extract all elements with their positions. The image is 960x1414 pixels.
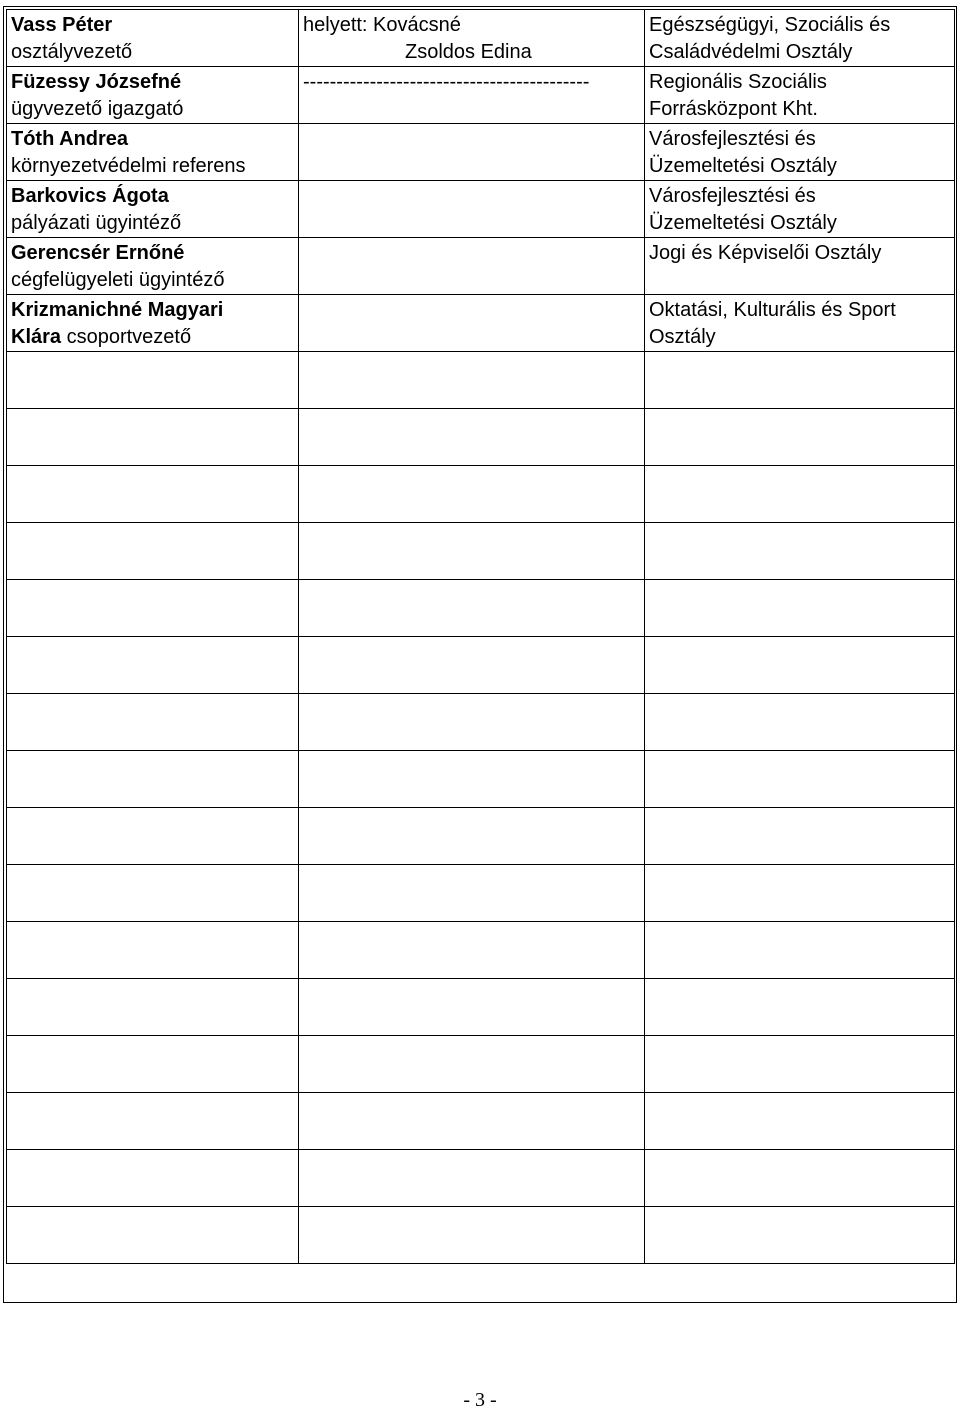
unit-name: Forrásközpont Kht.: [649, 98, 818, 120]
empty-cell: [645, 409, 955, 466]
empty-cell: [299, 1036, 645, 1093]
unit-name: Városfejlesztési és: [649, 128, 816, 150]
person-cell: [7, 181, 299, 238]
empty-cell: [7, 1207, 299, 1264]
unit-name: Osztály: [649, 326, 716, 348]
person-name: Vass Péter: [11, 14, 113, 36]
person-name: Barkovics Ágota: [11, 185, 169, 207]
unit-name: Családvédelmi Osztály: [649, 41, 853, 63]
person-name: Tóth Andrea: [11, 128, 129, 150]
empty-table-row: [7, 466, 955, 523]
empty-cell: [645, 1036, 955, 1093]
substitute-text: Zsoldos Edina: [405, 41, 532, 63]
empty-table-row: [7, 865, 955, 922]
person-cell: [7, 295, 299, 352]
empty-cell: [299, 694, 645, 751]
empty-table-row: [7, 1207, 955, 1264]
empty-cell: [7, 637, 299, 694]
empty-table-row: [7, 979, 955, 1036]
empty-table-row: [7, 751, 955, 808]
substitute-cell: [299, 10, 645, 67]
empty-cell: [7, 865, 299, 922]
person-name: Krizmanichné Magyari: [11, 299, 224, 321]
empty-table-row: [7, 1093, 955, 1150]
person-name: Gerencsér Ernőné: [11, 242, 185, 264]
empty-cell: [299, 1207, 645, 1264]
page-number: - 3 -: [463, 1389, 497, 1411]
empty-cell: [7, 352, 299, 409]
person-title: cégfelügyeleti ügyintéző: [11, 269, 225, 291]
substitute-cell: [299, 124, 645, 181]
unit-name: Oktatási, Kulturális és Sport: [649, 299, 896, 321]
empty-cell: [645, 1093, 955, 1150]
substitute-cell: [299, 295, 645, 352]
empty-table-row: [7, 808, 955, 865]
table-row: [7, 67, 955, 124]
empty-cell: [7, 1093, 299, 1150]
unit-cell: [645, 238, 955, 295]
empty-cell: [299, 865, 645, 922]
unit-cell: [645, 124, 955, 181]
unit-cell: [645, 10, 955, 67]
empty-cell: [299, 580, 645, 637]
empty-cell: [645, 694, 955, 751]
table-row: [7, 124, 955, 181]
person-title: ügyvezető igazgató: [11, 98, 184, 120]
empty-cell: [7, 1150, 299, 1207]
empty-cell: [645, 865, 955, 922]
empty-cell: [7, 466, 299, 523]
unit-name: Városfejlesztési és: [649, 185, 816, 207]
empty-table-row: [7, 523, 955, 580]
empty-cell: [645, 580, 955, 637]
empty-cell: [299, 523, 645, 580]
empty-cell: [7, 1036, 299, 1093]
table-row: [7, 238, 955, 295]
empty-cell: [7, 979, 299, 1036]
empty-cell: [7, 580, 299, 637]
person-cell: [7, 10, 299, 67]
empty-cell: [7, 523, 299, 580]
empty-cell: [299, 808, 645, 865]
substitute-placeholder-dashes: -------------------------------------------: [303, 71, 590, 93]
empty-cell: [645, 523, 955, 580]
unit-cell: [645, 181, 955, 238]
empty-cell: [645, 466, 955, 523]
empty-cell: [299, 979, 645, 1036]
unit-name: Jogi és Képviselői Osztály: [649, 242, 882, 264]
unit-cell: [645, 67, 955, 124]
empty-table-row: [7, 1150, 955, 1207]
unit-name: Egészségügyi, Szociális és: [649, 14, 891, 36]
table-row: [7, 295, 955, 352]
person-title: pályázati ügyintéző: [11, 212, 182, 234]
empty-cell: [7, 409, 299, 466]
empty-cell: [299, 1093, 645, 1150]
empty-table-row: [7, 694, 955, 751]
person-name: Füzessy Józsefné: [11, 71, 182, 93]
person-cell: [7, 67, 299, 124]
unit-name: Regionális Szociális: [649, 71, 827, 93]
empty-table-row: [7, 409, 955, 466]
empty-cell: [7, 922, 299, 979]
empty-cell: [299, 352, 645, 409]
person-cell: [7, 124, 299, 181]
person-title: környezetvédelmi referens: [11, 155, 246, 177]
empty-cell: [645, 751, 955, 808]
substitute-text: helyett: Kovácsné: [303, 14, 461, 36]
empty-cell: [645, 1207, 955, 1264]
person-cell: [7, 238, 299, 295]
substitute-cell: [299, 238, 645, 295]
empty-cell: [299, 409, 645, 466]
empty-cell: [645, 808, 955, 865]
table-row: [7, 181, 955, 238]
empty-cell: [645, 922, 955, 979]
empty-table-row: [7, 580, 955, 637]
empty-cell: [645, 352, 955, 409]
empty-cell: [299, 466, 645, 523]
empty-cell: [7, 808, 299, 865]
empty-cell: [299, 922, 645, 979]
unit-cell: [645, 295, 955, 352]
empty-table-row: [7, 637, 955, 694]
empty-table-row: [7, 1036, 955, 1093]
representatives-table: [6, 9, 955, 1264]
unit-name: Üzemeltetési Osztály: [649, 212, 837, 234]
person-title: csoportvezető: [66, 326, 192, 348]
empty-cell: [645, 1150, 955, 1207]
substitute-cell: [299, 67, 645, 124]
empty-cell: [645, 979, 955, 1036]
empty-cell: [299, 637, 645, 694]
empty-cell: [7, 751, 299, 808]
empty-table-row: [7, 922, 955, 979]
empty-table-row: [7, 352, 955, 409]
table-row: [7, 10, 955, 67]
empty-cell: [299, 1150, 645, 1207]
empty-cell: [299, 751, 645, 808]
person-title: osztályvezető: [11, 41, 133, 63]
empty-cell: [7, 694, 299, 751]
unit-name: Üzemeltetési Osztály: [649, 155, 837, 177]
empty-cell: [645, 637, 955, 694]
substitute-cell: [299, 181, 645, 238]
person-name: Klára: [11, 326, 62, 348]
